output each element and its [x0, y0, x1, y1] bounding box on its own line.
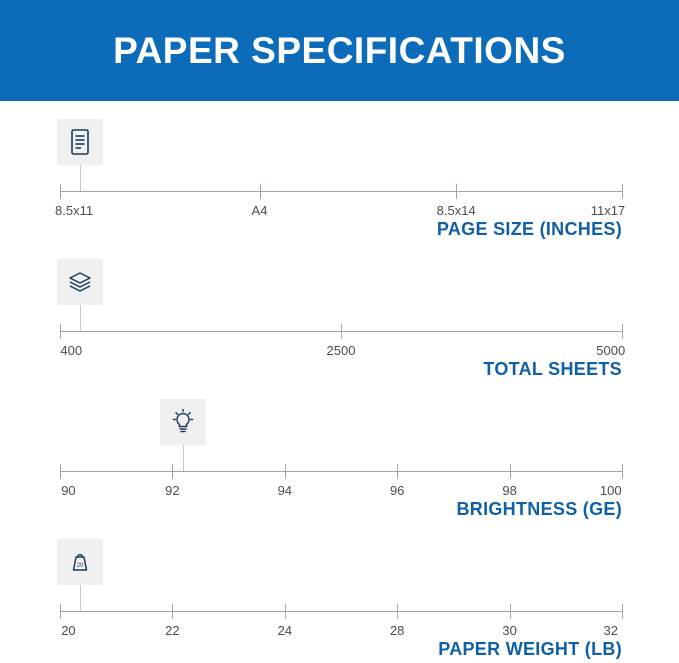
- marker-stem: [80, 165, 81, 191]
- axis-tick-label: 32: [603, 623, 618, 638]
- axis-tick: [60, 464, 61, 479]
- axis-tick: [510, 464, 511, 479]
- spec-label-total-sheets: TOTAL SHEETS: [483, 359, 622, 379]
- spec-total-sheets: [0, 241, 679, 381]
- axis-tick-label: 90: [61, 483, 76, 498]
- document-icon: [57, 119, 103, 165]
- axis-tick-label: 8.5x11: [55, 203, 94, 218]
- spec-paper-weight: [0, 521, 679, 661]
- axis-tick: [622, 604, 623, 619]
- spec-label-page-size: PAGE SIZE (INCHES): [436, 219, 622, 239]
- axis-tick: [622, 464, 623, 479]
- axis-tick-label: 2500: [326, 343, 356, 358]
- axis-tick: [60, 184, 61, 199]
- axis-tick: [60, 324, 61, 339]
- axis-tick-label: 22: [165, 623, 180, 638]
- marker-stem: [183, 445, 184, 471]
- axis-tick-label: 8.5x14: [436, 203, 476, 218]
- axis-tick: [172, 464, 173, 479]
- axis-tick: [456, 184, 457, 199]
- axis-tick-label: 24: [277, 623, 293, 638]
- axis-tick-label: A4: [251, 203, 268, 218]
- axis-tick-label: 28: [389, 623, 405, 638]
- axis-line: [60, 191, 622, 192]
- marker-stem: [80, 585, 81, 611]
- spec-label-brightness: BRIGHTNESS (GE): [456, 499, 622, 519]
- page-title: PAPER SPECIFICATIONS: [113, 29, 566, 71]
- axis-line: [60, 471, 622, 472]
- axis-tick: [622, 324, 623, 339]
- axis-tick: [510, 604, 511, 619]
- lightbulb-icon: [160, 399, 206, 445]
- axis-tick: [60, 604, 61, 619]
- spec-label-paper-weight: PAPER WEIGHT (LB): [438, 639, 622, 659]
- axis-tick: [260, 184, 261, 199]
- axis-tick: [397, 464, 398, 479]
- spec-brightness: [0, 381, 679, 521]
- stack-icon: [57, 259, 103, 305]
- axis-tick-label: 92: [165, 483, 180, 498]
- marker-stem: [80, 305, 81, 331]
- axis-tick-label: 94: [277, 483, 293, 498]
- header-banner: [0, 0, 679, 101]
- spec-page-size: [0, 101, 679, 241]
- axis-tick-label: 98: [502, 483, 517, 498]
- axis-tick-label: 400: [60, 343, 83, 358]
- axis-tick-label: 5000: [596, 343, 626, 358]
- axis-tick: [172, 604, 173, 619]
- weight-icon: [57, 539, 103, 585]
- axis-tick: [285, 604, 286, 619]
- axis-tick: [397, 604, 398, 619]
- spec-list: [0, 101, 679, 661]
- axis-tick-label: 30: [502, 623, 517, 638]
- axis-tick-label: 96: [389, 483, 405, 498]
- axis-tick-label: 100: [599, 483, 622, 498]
- axis-line: [60, 611, 622, 612]
- axis-tick: [285, 464, 286, 479]
- axis-tick: [341, 324, 342, 339]
- svg-text:20: 20: [76, 563, 84, 569]
- axis-tick-label: 11x17: [590, 203, 626, 218]
- axis-tick: [622, 184, 623, 199]
- axis-tick-label: 20: [61, 623, 76, 638]
